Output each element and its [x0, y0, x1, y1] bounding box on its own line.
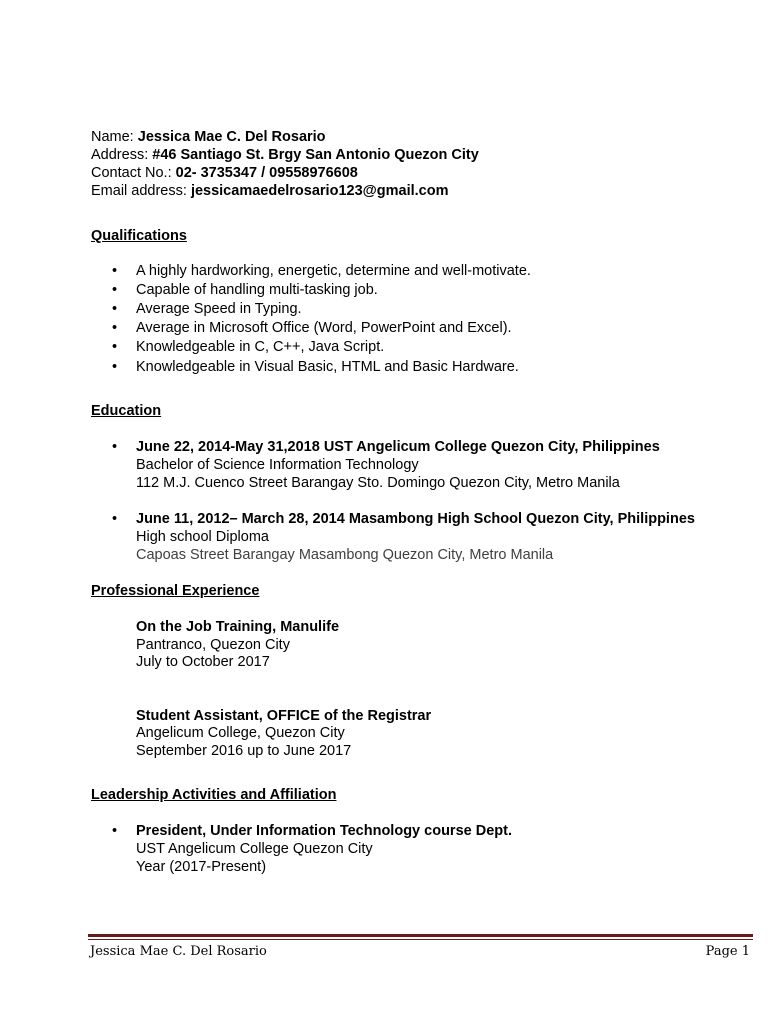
experience-heading: Professional Experience — [91, 583, 260, 599]
bullet-icon: • — [112, 339, 118, 355]
bullet-icon: • — [112, 282, 118, 298]
footer-rule-thin — [88, 939, 753, 940]
bullet-icon: • — [112, 263, 118, 279]
experience-title: Student Assistant, OFFICE of the Registrar — [136, 708, 432, 724]
name-line — [91, 128, 326, 146]
address-line — [91, 146, 479, 164]
qualification-item: A highly hardworking, energetic, determine and well-motivate. — [136, 263, 531, 279]
footer-page-number: Page 1 — [705, 944, 750, 959]
bullet-icon: • — [112, 823, 118, 839]
bullet-icon: • — [112, 511, 118, 527]
qualification-item: Average Speed in Typing. — [136, 301, 302, 317]
bullet-icon: • — [112, 301, 118, 317]
name-value: Jessica Mae C. Del Rosario — [137, 129, 326, 145]
contact-value: 02- 3735347 / 09558976608 — [175, 165, 358, 181]
leadership-heading: Leadership Activities and Affiliation — [91, 787, 337, 803]
qualification-item: Average in Microsoft Office (Word, PowerPoint and Excel). — [136, 320, 512, 336]
email-label: Email address: — [91, 183, 191, 199]
name-label: Name: — [91, 129, 138, 145]
bullet-icon: • — [112, 320, 118, 336]
experience-dates: September 2016 up to June 2017 — [136, 743, 352, 759]
email-value: jessicamaedelrosario123@gmail.com — [190, 183, 449, 199]
address-label: Address: — [91, 147, 153, 163]
email-line — [91, 182, 449, 200]
qualification-item: Capable of handling multi-tasking job. — [136, 282, 378, 298]
experience-place: Pantranco, Quezon City — [136, 637, 290, 653]
education-degree: Bachelor of Science Information Technology — [136, 457, 419, 473]
contact-line — [91, 164, 358, 182]
footer-author: Jessica Mae C. Del Rosario — [90, 944, 267, 959]
qualification-item: Knowledgeable in C, C++, Java Script. — [136, 339, 385, 355]
education-address: Capoas Street Barangay Masambong Quezon City, Metro Manila — [136, 547, 554, 563]
footer-rule — [88, 934, 753, 937]
education-title: June 11, 2012– March 28, 2014 Masambong High School Quezon City, Philippines — [136, 511, 695, 527]
address-value: #46 Santiago St. Brgy San Antonio Quezon City — [152, 147, 479, 163]
experience-place: Angelicum College, Quezon City — [136, 725, 345, 741]
bullet-icon: • — [112, 439, 118, 455]
bullet-icon: • — [112, 359, 118, 375]
leadership-dates: Year (2017-Present) — [136, 859, 267, 875]
qualifications-heading: Qualifications — [91, 228, 187, 244]
contact-label: Contact No.: — [91, 165, 176, 181]
qualification-item: Knowledgeable in Visual Basic, HTML and Basic Hardware. — [136, 359, 519, 375]
education-title: June 22, 2014-May 31,2018 UST Angelicum College Quezon City, Philippines — [136, 439, 660, 455]
education-address: 112 M.J. Cuenco Street Barangay Sto. Domingo Quezon City, Metro Manila — [136, 475, 620, 491]
education-heading: Education — [91, 403, 162, 419]
leadership-place: UST Angelicum College Quezon City — [136, 841, 373, 857]
experience-dates: July to October 2017 — [136, 654, 270, 670]
leadership-title: President, Under Information Technology course Dept. — [136, 823, 512, 839]
experience-title: On the Job Training, Manulife — [136, 619, 340, 635]
education-degree: High school Diploma — [136, 529, 269, 545]
